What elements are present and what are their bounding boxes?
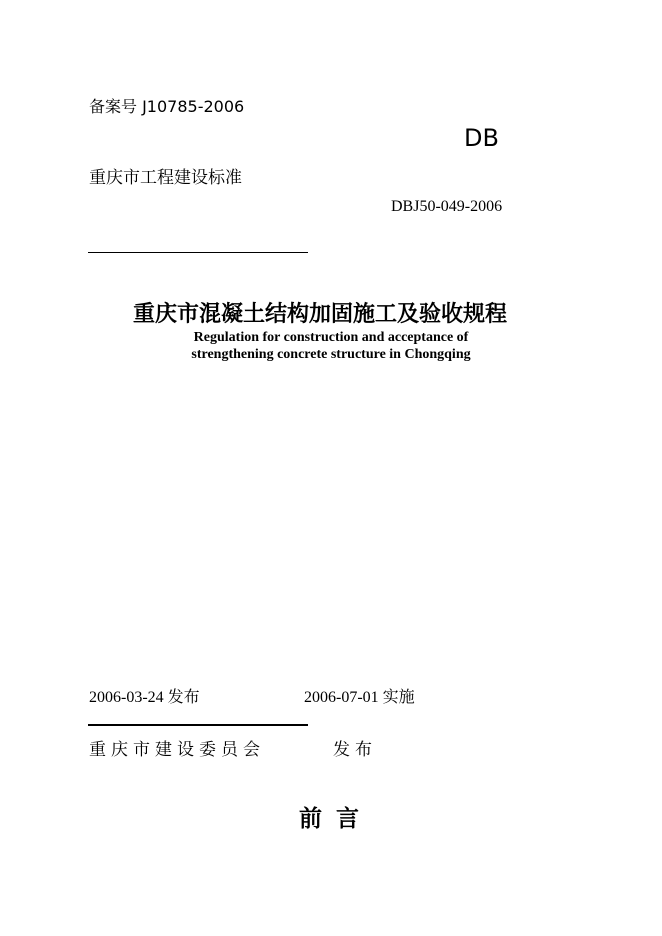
db-mark: DB [464,124,499,152]
title-english-line-1: Regulation for construction and acceptance of [193,330,469,345]
effective-date-line [304,684,415,707]
standard-code: DBJ50-049-2006 [391,198,503,215]
issue-date: 2006-03-24 [89,689,164,706]
record-number-text: 备案号 J10785-2006 [89,97,245,116]
divider-top [88,252,308,253]
effective-label: 实施 [382,687,415,706]
preface-heading: 前言 [299,806,373,832]
title-chinese: 重庆市混凝土结构加固施工及验收规程 [132,302,507,327]
issue-label: 发布 [167,687,200,706]
publisher: 重庆市建设委员会 [89,740,265,760]
standard-category: 重庆市工程建设标准 [89,168,242,188]
title-english-line-2: strengthening concrete structure in Chongqing [191,347,471,362]
issue-date-line [89,684,200,707]
divider-bottom [88,724,308,726]
effective-date: 2006-07-01 [304,689,379,706]
publish-verb: 发布 [333,740,377,760]
record-number [89,94,244,117]
